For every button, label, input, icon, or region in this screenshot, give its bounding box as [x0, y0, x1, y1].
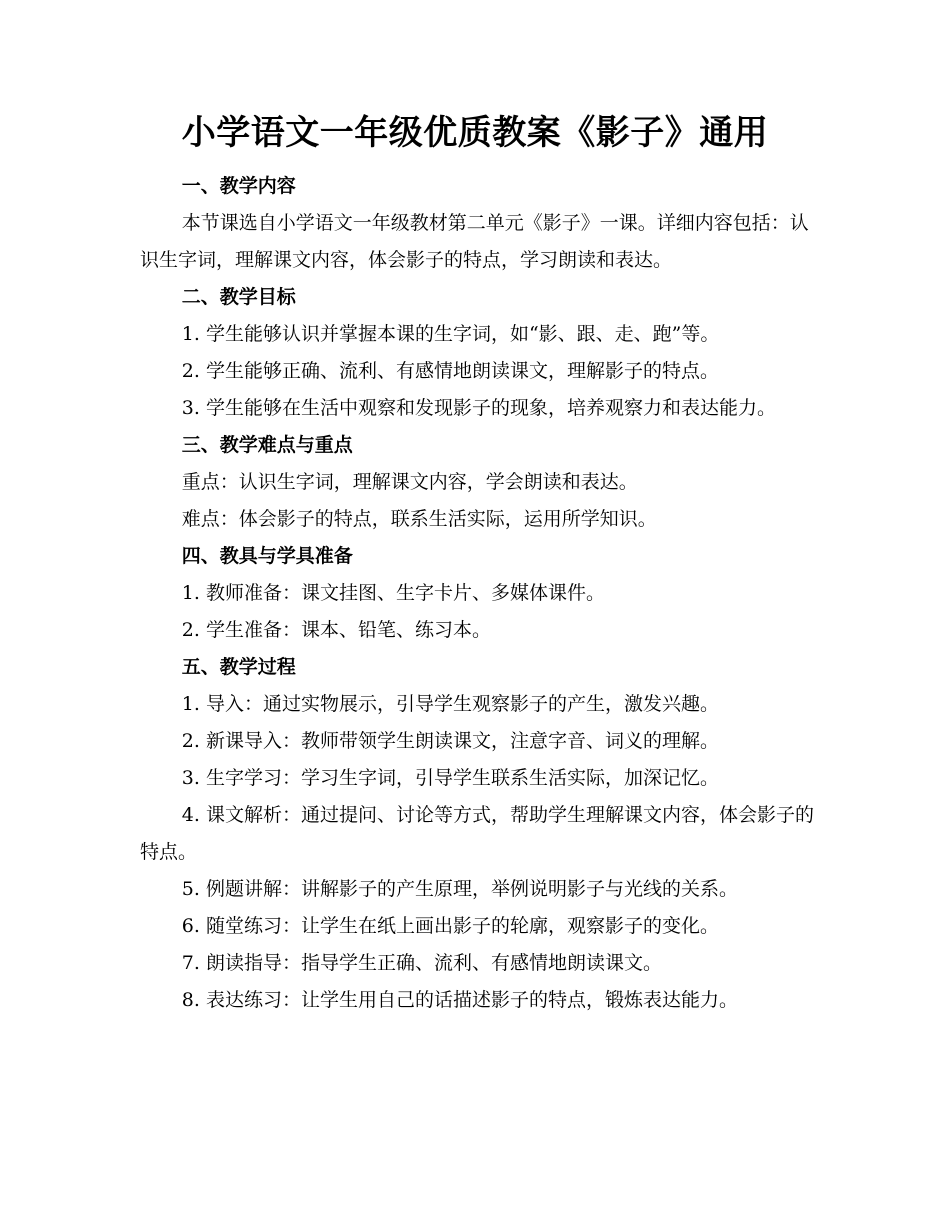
- list-item: 重点：认识生字词，理解课文内容，学会朗读和表达。: [181, 471, 638, 493]
- section-heading: 三、教学难点与重点: [181, 434, 353, 456]
- list-item: 3. 生字学习：学习生字词，引导学生联系生活实际，加深记忆。: [181, 767, 719, 789]
- document-body: [140, 168, 820, 1019]
- section-heading: 二、教学目标: [181, 286, 296, 308]
- list-item: 6. 随堂练习：让学生在纸上画出影子的轮廓，观察影子的变化。: [181, 915, 719, 937]
- list-item: 2. 学生能够正确、流利、有感情地朗读课文，理解影子的特点。: [181, 360, 719, 382]
- list-item: 1. 学生能够认识并掌握本课的生字词，如“影、跟、走、跑”等。: [181, 323, 720, 345]
- list-item: 3. 学生能够在生活中观察和发现影子的现象，培养观察力和表达能力。: [181, 397, 776, 419]
- list-item: 7. 朗读指导：指导学生正确、流利、有感情地朗读课文。: [181, 952, 662, 974]
- section-paragraph: 本节课选自小学语文一年级教材第二单元《影子》一课。详细内容包括：认识生字词，理解课文内容，体会影子的特点，学习朗读和表达。: [140, 212, 809, 271]
- section-heading: 一、教学内容: [181, 175, 296, 197]
- section-heading: 五、教学过程: [181, 656, 296, 678]
- list-item: 4. 课文解析：通过提问、讨论等方式，帮助学生理解课文内容，体会影子的特点。: [140, 804, 814, 863]
- list-item: 2. 学生准备：课本、铅笔、练习本。: [181, 619, 491, 641]
- list-item: 2. 新课导入：教师带领学生朗读课文，注意字音、词义的理解。: [181, 730, 719, 752]
- document-title: 小学语文一年级优质教案《影子》通用: [181, 113, 769, 153]
- list-item: 5. 例题讲解：讲解影子的产生原理，举例说明影子与光线的关系。: [181, 878, 738, 900]
- list-item: 1. 教师准备：课文挂图、生字卡片、多媒体课件。: [181, 582, 605, 604]
- list-item: 8. 表达练习：让学生用自己的话描述影子的特点，锻炼表达能力。: [181, 989, 738, 1011]
- list-item: 1. 导入：通过实物展示，引导学生观察影子的产生，激发兴趣。: [181, 693, 719, 715]
- section-heading: 四、教具与学具准备: [181, 545, 353, 567]
- list-item: 难点：体会影子的特点，联系生活实际，运用所学知识。: [181, 508, 657, 530]
